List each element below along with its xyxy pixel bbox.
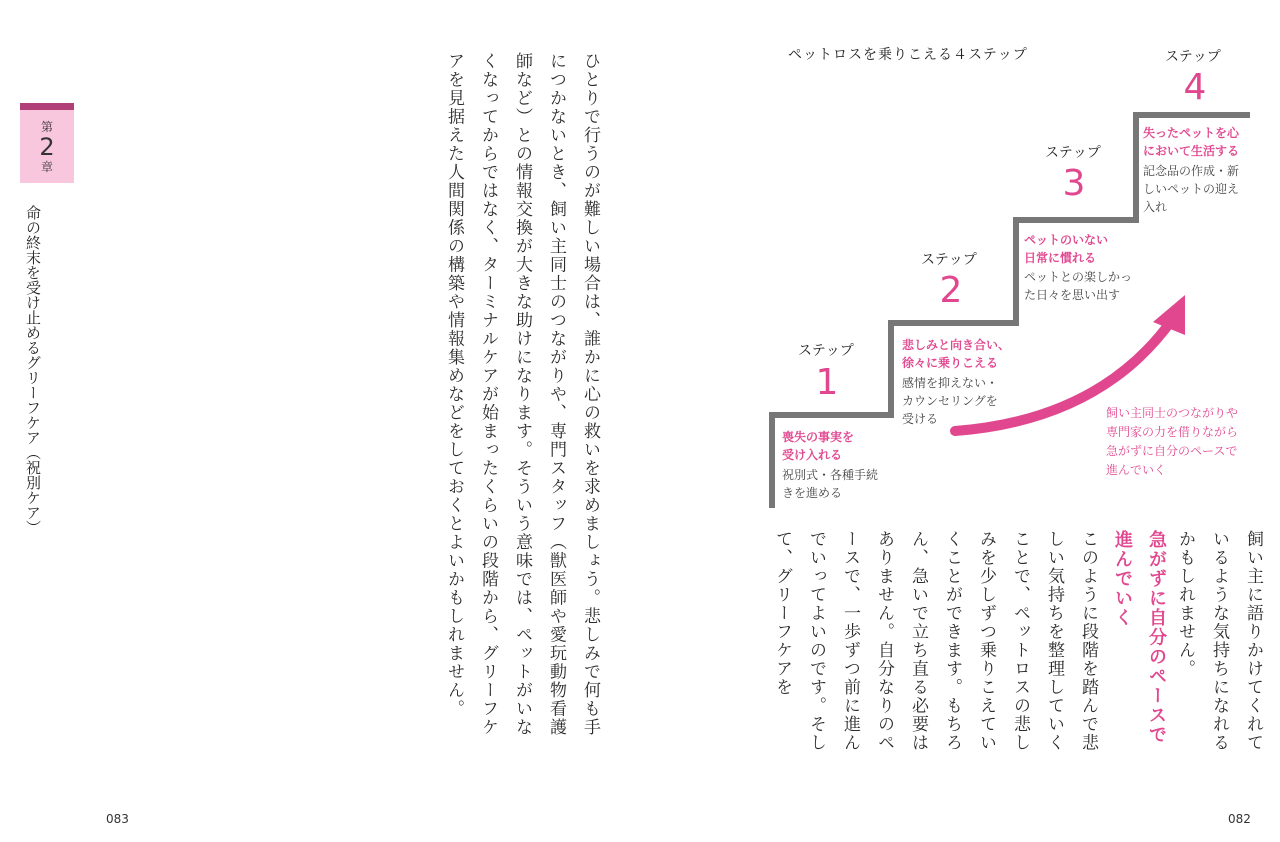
section-body: このように段階を踏んで悲しい気持ちを整理していくことで、ペットロスの悲しみを少しずつ乗りこえていくことができます。もちろん、急いで立ち直る必要はありません。自分なりのペースで、一歩ずつ前に進んでいってよいのです。そして、グリーフケアを — [772, 530, 1098, 752]
step-3-desc: ペットとの楽しかっ た日々を思い出す — [1024, 270, 1133, 302]
diagram-side-note: 飼い主同士のつながりや 専門家の力を借りながら 急がずに自分のペースで 進んでいく — [1106, 406, 1239, 477]
left-page-body: ひとりで行うのが難しい場合は、誰かに心の救いを求めましょう。悲しみで何も手につかないとき、飼い主同士のつながりや、専門スタッフ（獣医師や愛玩動物看護師など）との情報交換が大きな助けになります。そういう意味では、ペットがいなくなってからではなく、ターミナルケアが始まったくらいの段階から、グリーフケアを見据えた人間関係の構築や情報集めなどをしておくとよいかもしれません。 — [444, 52, 600, 737]
step-4-label: ステップ — [1165, 49, 1221, 65]
section-heading: 急がずに自分のペースで進んでいく — [1112, 530, 1167, 745]
step-2-head: 悲しみと向き合い、 徐々に乗りこえる — [902, 338, 1011, 370]
step-1-number: 1 — [815, 362, 839, 403]
step-2-number: 2 — [939, 270, 963, 311]
step-4-number: 4 — [1183, 67, 1207, 108]
step-4-head: 失ったペットを心 において生活する — [1143, 126, 1240, 158]
right-page-continuation: 飼い主に語りかけてくれているような気持ちになれるかもしれません。 — [1175, 530, 1263, 752]
step-1-label: ステップ — [798, 343, 854, 359]
step-1-head: 喪失の事実を 受け入れる — [782, 430, 855, 462]
page-number-right: 082 — [1228, 812, 1251, 826]
step-2-label: ステップ — [921, 252, 977, 268]
chapter-title: 命の終末を受け止めるグリーフケア（祝別ケア） — [24, 205, 42, 535]
step-3-head: ペットのいない 日常に慣れる — [1024, 233, 1109, 265]
step-3-number: 3 — [1062, 163, 1086, 204]
step-2-desc: 感情を抑えない・ カウンセリングを 受ける — [902, 376, 999, 426]
step-4-desc: 記念品の作成・新 しいペットの迎え 入れ — [1143, 164, 1240, 214]
chapter-prefix: 第 — [40, 119, 53, 134]
page-number-left: 083 — [106, 812, 129, 826]
chapter-suffix: 章 — [40, 159, 53, 174]
chapter-number: 2 — [39, 132, 55, 161]
diagram-title: ペットロスを乗りこえる４ステップ — [788, 47, 1028, 63]
step-1-desc: 祝別式・各種手続 きを進める — [782, 468, 879, 500]
step-3-label: ステップ — [1045, 145, 1101, 161]
